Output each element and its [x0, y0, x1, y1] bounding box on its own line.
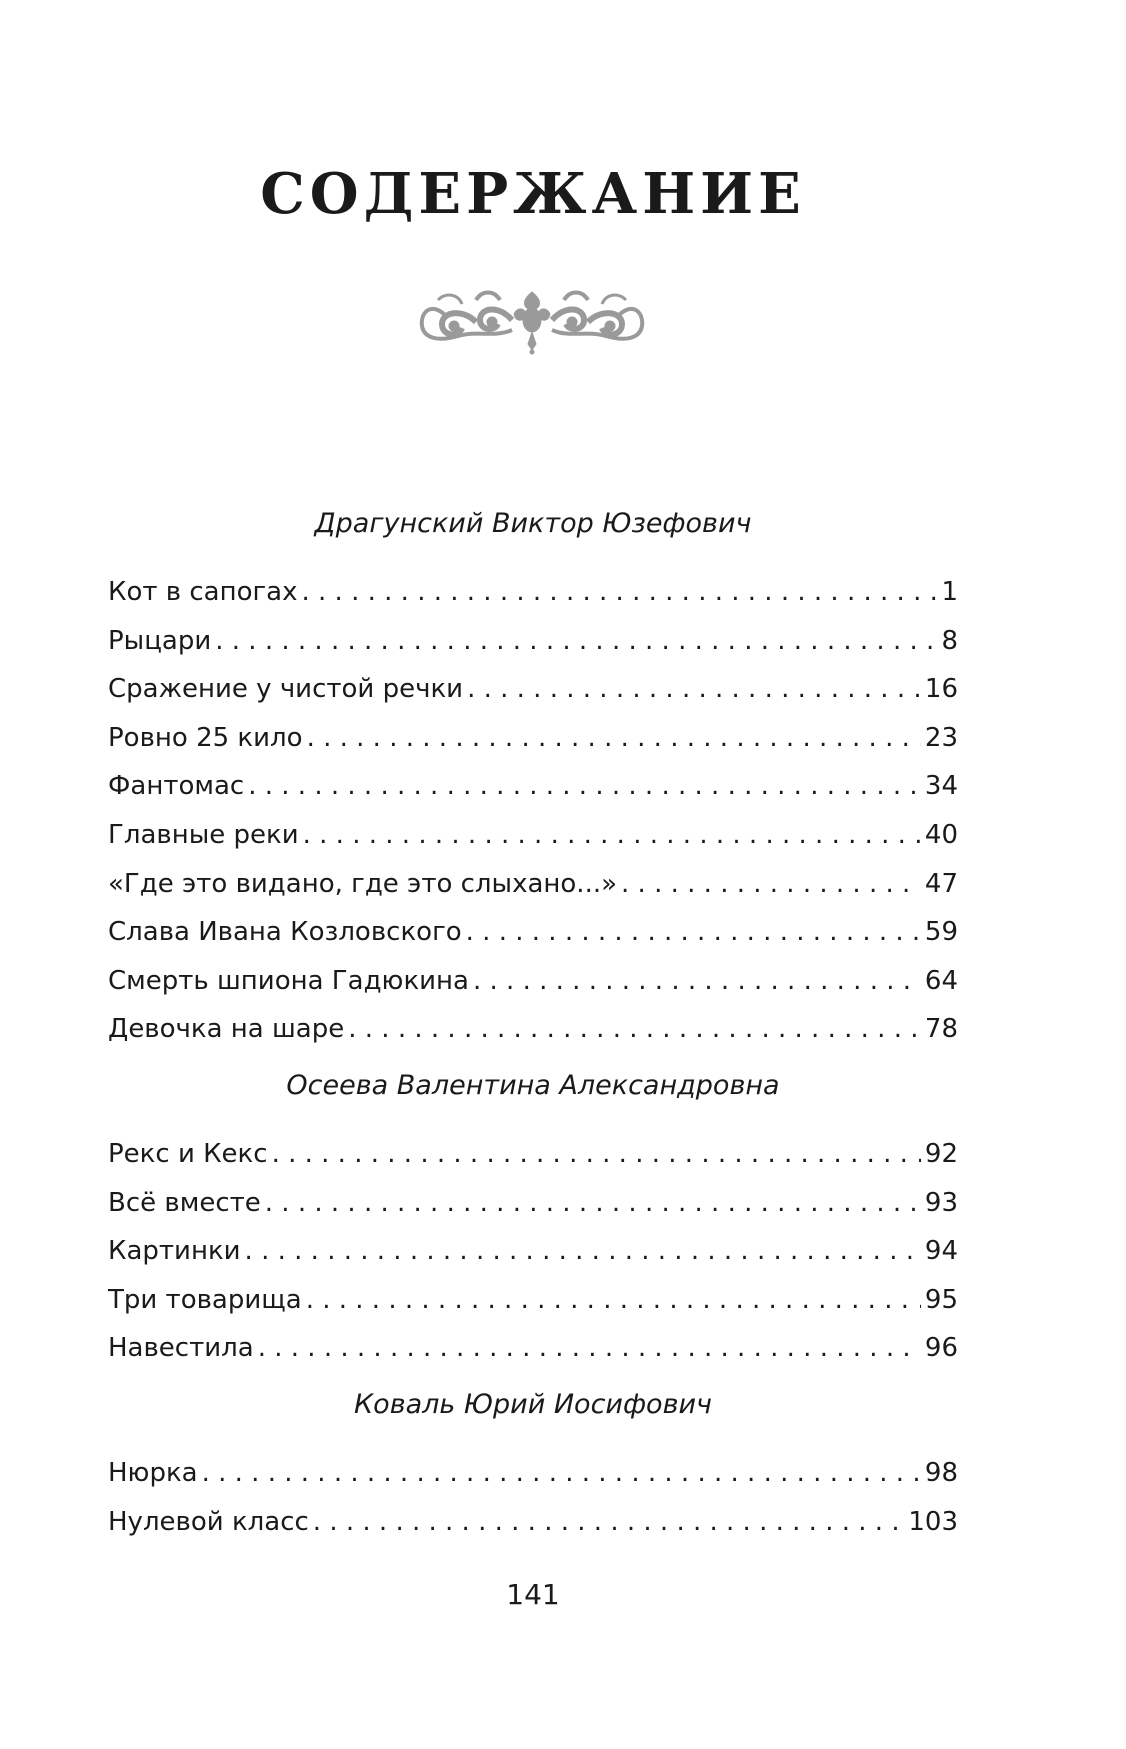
toc-entry[interactable]: [108, 1227, 958, 1276]
entry-page: 64: [924, 965, 958, 996]
entry-title: Кот в сапогах: [108, 577, 298, 607]
toc-entry[interactable]: [108, 1005, 958, 1054]
entry-title: Рыцари: [108, 625, 212, 656]
entry-page: 34: [924, 771, 958, 802]
dot-leader: [466, 908, 921, 957]
page-title: СОДЕРЖАНИЕ: [260, 160, 806, 227]
entry-title: Смерть шпиона Гадюкина: [108, 965, 469, 996]
entry-page: 47: [924, 868, 958, 899]
entry-title: «Где это видано, где это слыхано...»: [108, 868, 618, 899]
entry-title: Девочка на шаре: [108, 1014, 345, 1045]
dot-leader: [301, 568, 937, 617]
toc-entry[interactable]: [108, 860, 958, 909]
entry-page: 78: [924, 1014, 958, 1045]
dot-leader: [348, 1005, 921, 1054]
toc-entry[interactable]: [108, 1324, 958, 1373]
toc-entry[interactable]: [108, 568, 958, 617]
toc-entry[interactable]: [108, 1130, 958, 1179]
entry-title: Сражение у чистой речки: [108, 674, 464, 705]
entry-title: Ровно 25 кило: [108, 722, 303, 753]
toc-entry[interactable]: [108, 957, 958, 1006]
dot-leader: [215, 617, 937, 666]
entry-page: 94: [924, 1236, 958, 1267]
entry-page: 40: [924, 819, 958, 850]
dot-leader: [245, 1227, 921, 1276]
dot-leader: [303, 811, 921, 860]
entry-page: 98: [924, 1457, 958, 1488]
entry-title: Нюрка: [108, 1457, 198, 1488]
entry-page: 92: [924, 1138, 958, 1169]
toc-entry[interactable]: [108, 908, 958, 957]
dot-leader: [202, 1449, 921, 1498]
toc-entry[interactable]: [108, 714, 958, 763]
entry-title: Главные реки: [108, 819, 299, 850]
entry-page: 93: [924, 1187, 958, 1218]
toc-entry[interactable]: [108, 1179, 958, 1228]
entry-title: Слава Ивана Козловского: [108, 917, 462, 948]
entry-page: 8: [941, 625, 958, 656]
page-number: 141: [506, 1578, 560, 1611]
entry-page: 16: [924, 674, 958, 705]
entry-page: 23: [924, 722, 958, 753]
entry-title: Три товарища: [108, 1284, 302, 1315]
entry-page: 103: [908, 1506, 958, 1537]
dot-leader: [473, 957, 921, 1006]
toc-entry[interactable]: [108, 1449, 958, 1498]
entry-title: Нулевой класс: [108, 1506, 309, 1537]
entry-page: 95: [924, 1284, 958, 1315]
entry-title: Рекс и Кекс: [108, 1138, 268, 1169]
dot-leader: [467, 665, 921, 714]
dot-leader: [313, 1498, 905, 1547]
dot-leader: [248, 762, 921, 811]
floral-ornament-icon: [418, 282, 646, 356]
dot-leader: [307, 714, 921, 763]
toc-entry[interactable]: [108, 1498, 958, 1547]
table-of-contents: [108, 500, 958, 1546]
entry-page: 59: [924, 917, 958, 948]
dot-leader: [258, 1324, 921, 1373]
section-author: Осеева Валентина Александровна: [286, 1069, 780, 1101]
toc-entry[interactable]: [108, 1276, 958, 1325]
entry-page: 1: [941, 577, 958, 607]
dot-leader: [306, 1276, 921, 1325]
entry-title: Навестила: [108, 1333, 254, 1364]
dot-leader: [272, 1130, 921, 1179]
toc-entry[interactable]: [108, 665, 958, 714]
entry-page: 96: [924, 1333, 958, 1364]
entry-title: Картинки: [108, 1236, 241, 1267]
toc-entry[interactable]: [108, 617, 958, 666]
toc-entry[interactable]: [108, 762, 958, 811]
entry-title: Фантомас: [108, 771, 245, 802]
section-author: Драгунский Виктор Юзефович: [314, 508, 752, 539]
section-author: Коваль Юрий Иосифович: [354, 1388, 712, 1420]
entry-title: Всё вместе: [108, 1187, 261, 1218]
toc-entry[interactable]: [108, 811, 958, 860]
dot-leader: [621, 860, 921, 909]
dot-leader: [265, 1179, 921, 1228]
